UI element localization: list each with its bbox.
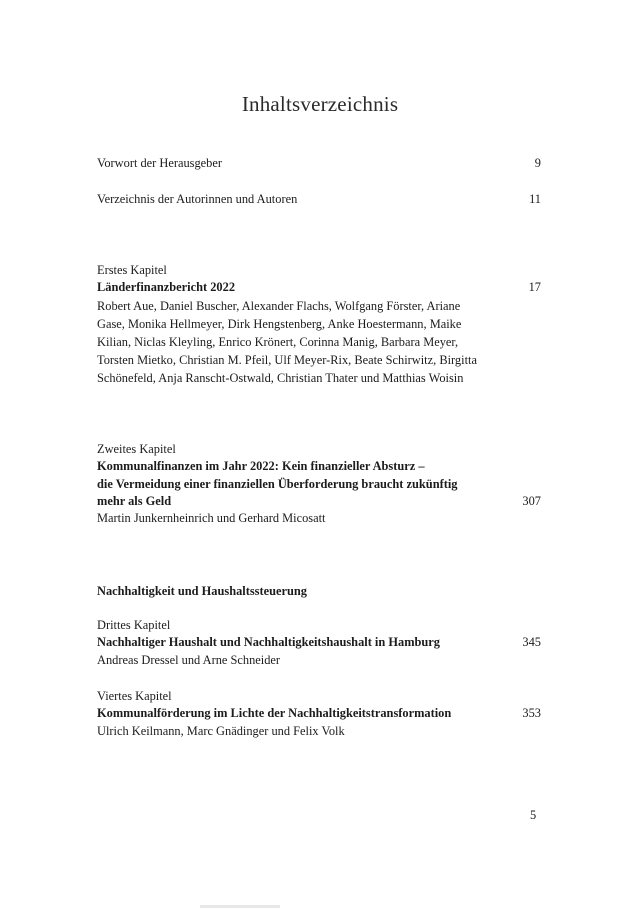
- chapter-page-number: 17: [528, 280, 541, 295]
- toc-entry-vorwort: [97, 155, 541, 172]
- author-line: Kilian, Niclas Kleyling, Enrico Krönert, Corinna Manig, Barbara Meyer,: [97, 335, 459, 349]
- toc-chapter-1: [97, 262, 541, 388]
- entry-label: Vorwort der Herausgeber: [97, 156, 223, 170]
- page-title: Inhaltsverzeichnis: [241, 92, 399, 116]
- entry-page-number: 9: [534, 156, 541, 170]
- toc-chapter-4: [97, 688, 541, 740]
- chapter-authors: Ulrich Keilmann, Marc Gnädinger und Felix Volk: [97, 723, 345, 738]
- chapter-authors: [97, 297, 541, 388]
- chapter-title-line: mehr als Geld: [97, 493, 172, 508]
- author-line: Schönefeld, Anja Ranscht-Ostwald, Christian Thater und Matthias Woisin: [97, 371, 464, 386]
- chapter-title-line: die Vermeidung einer finanziellen Überforderung braucht zukünftig: [97, 476, 458, 491]
- chapter-page-number: 353: [522, 706, 541, 721]
- author-line: Torsten Mietko, Christian M. Pfeil, Ulf Meyer-Rix, Beate Schirwitz, Birgitta: [97, 353, 477, 368]
- toc-chapter-3: [97, 617, 541, 669]
- chapter-title: Länderfinanzbericht 2022: [97, 280, 236, 295]
- chapter-kicker: Viertes Kapitel: [97, 689, 172, 703]
- chapter-kicker: Zweites Kapitel: [97, 442, 176, 456]
- entry-page-number: 11: [529, 192, 541, 206]
- chapter-kicker: Drittes Kapitel: [97, 618, 171, 632]
- chapter-title: Kommunalförderung im Lichte der Nachhaltigkeitstransformation: [97, 706, 452, 721]
- chapter-title: Nachhaltiger Haushalt und Nachhaltigkeitshaushalt in Hamburg: [97, 635, 440, 650]
- section-heading-text: Nachhaltigkeit und Haushaltssteuerung: [97, 584, 307, 598]
- toc-entry-verzeichnis: [97, 191, 541, 208]
- chapter-title-line: Kommunalfinanzen im Jahr 2022: Kein finanzieller Absturz –: [97, 459, 425, 474]
- author-line: Gase, Monika Hellmeyer, Dirk Hengstenberg, Anke Hoestermann, Maike: [97, 316, 462, 331]
- chapter-kicker: Erstes Kapitel: [97, 263, 167, 277]
- page-number: 5: [530, 808, 537, 822]
- chapter-authors: Martin Junkernheinrich und Gerhard Micosatt: [97, 511, 326, 526]
- chapter-page-number: 307: [522, 493, 541, 508]
- author-line: Robert Aue, Daniel Buscher, Alexander Flachs, Wolfgang Förster, Ariane: [97, 298, 461, 313]
- chapter-page-number: 345: [522, 635, 541, 650]
- toc-chapter-2: [97, 441, 541, 527]
- chapter-authors: Andreas Dressel und Arne Schneider: [97, 652, 281, 667]
- scan-artifact: [200, 905, 280, 908]
- section-heading: [97, 583, 541, 600]
- entry-label: Verzeichnis der Autorinnen und Autoren: [97, 192, 298, 206]
